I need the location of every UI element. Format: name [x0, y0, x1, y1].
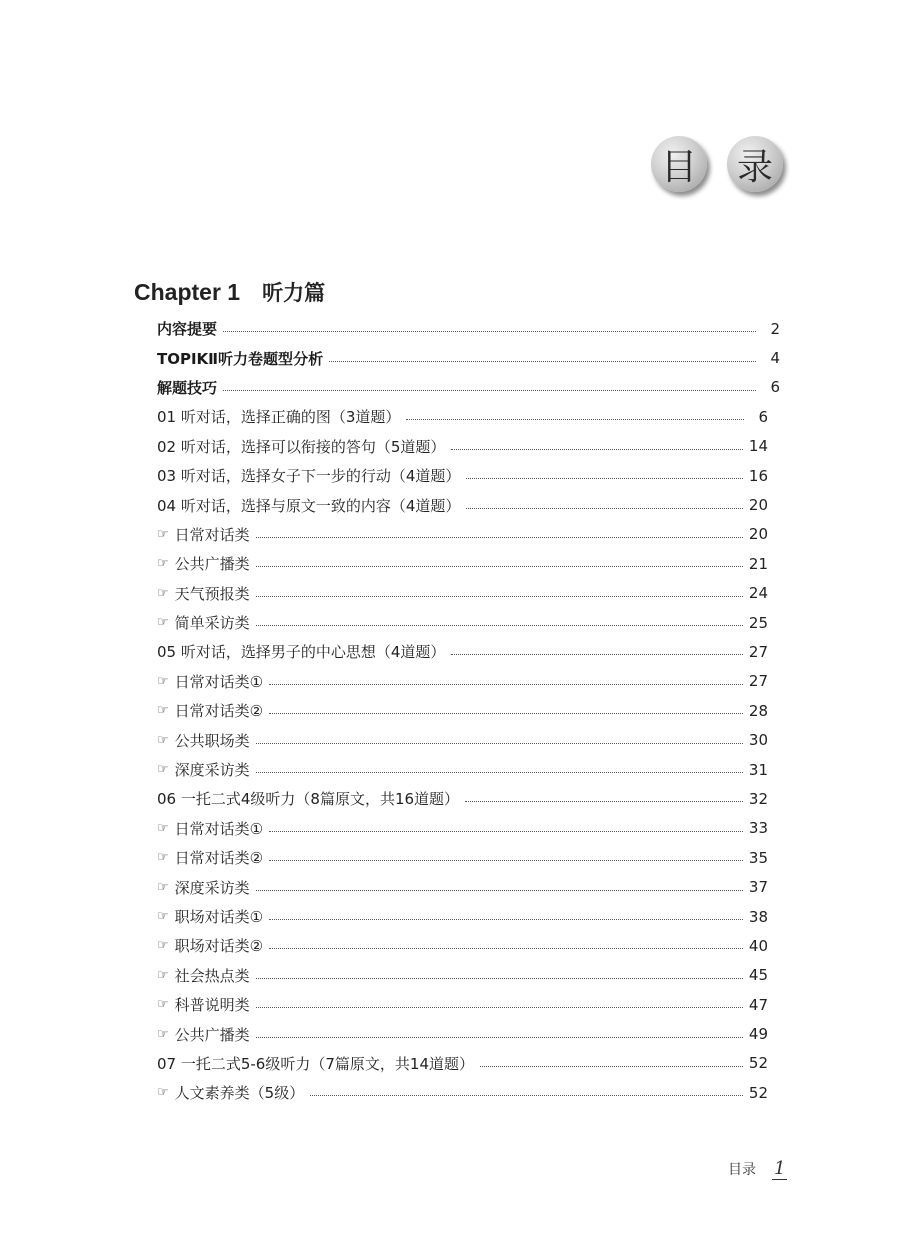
toc-entry-label: 简单采访类: [174, 614, 250, 633]
pointing-hand-icon: ☞: [157, 879, 169, 895]
toc-entry-label: 01 听对话，选择正确的图（3道题）: [157, 408, 401, 427]
toc-entry-label: 日常对话类②: [174, 702, 264, 721]
pointing-hand-icon: ☞: [157, 526, 169, 542]
toc-entry[interactable]: [157, 902, 780, 931]
toc-entry[interactable]: [157, 608, 780, 637]
dot-leader: [466, 508, 743, 509]
toc-entry-label: 公共广播类: [174, 1025, 250, 1044]
toc-entry-page: 38: [748, 907, 768, 926]
pointing-hand-icon: ☞: [157, 1085, 169, 1101]
toc-entry-page: 33: [748, 819, 768, 838]
toc-entry-page: 37: [748, 878, 768, 897]
pointing-hand-icon: ☞: [157, 997, 169, 1013]
toc-entry[interactable]: [157, 549, 780, 578]
toc-entry[interactable]: [157, 814, 780, 843]
toc-entry-label: 深度采访类: [174, 878, 250, 897]
pointing-hand-icon: ☞: [157, 820, 169, 836]
toc-entry[interactable]: [157, 755, 780, 784]
toc-entry[interactable]: [157, 432, 780, 461]
toc-entry[interactable]: [157, 1019, 780, 1048]
toc-entry-label: 日常对话类②: [174, 849, 264, 868]
dot-leader: [269, 684, 743, 685]
dot-leader: [465, 801, 743, 802]
chapter-heading: [134, 277, 325, 307]
toc-entry-label: 05 听对话，选择男子的中心思想（4道题）: [157, 643, 446, 662]
dot-leader: [269, 713, 743, 714]
dot-leader: [406, 419, 744, 420]
toc-entry-page: 28: [748, 701, 768, 720]
page-title: [651, 136, 783, 192]
dot-leader: [256, 1037, 743, 1038]
toc-entry-page: 32: [748, 789, 768, 808]
dot-leader: [329, 361, 756, 362]
toc-entry-label: 人文素养类（5级）: [174, 1084, 305, 1103]
toc-entry-label: 深度采访类: [174, 761, 250, 780]
toc-entry-page: 20: [748, 496, 768, 515]
toc-entry-label: 天气预报类: [174, 584, 250, 603]
toc-entry-label: 社会热点类: [174, 966, 250, 985]
toc-entry[interactable]: [157, 343, 780, 372]
toc-entry-page: 52: [748, 1054, 768, 1073]
pointing-hand-icon: ☞: [157, 615, 169, 631]
toc-entry-page: 27: [748, 672, 768, 691]
pointing-hand-icon: ☞: [157, 850, 169, 866]
pointing-hand-icon: ☞: [157, 909, 169, 924]
toc-entry[interactable]: [157, 725, 780, 754]
pointing-hand-icon: ☞: [157, 732, 169, 748]
dot-leader: [256, 743, 743, 744]
toc-entry-page: 40: [748, 936, 768, 955]
dot-leader: [256, 566, 743, 567]
toc-entry-page: 47: [748, 995, 768, 1014]
toc-entry-label: 02 听对话，选择可以衔接的答句（5道题）: [157, 437, 446, 456]
chapter-number: Chapter 1: [134, 279, 241, 305]
toc-entry[interactable]: [157, 1049, 780, 1078]
toc-entry[interactable]: [157, 990, 780, 1019]
pointing-hand-icon: ☞: [157, 556, 169, 572]
toc-entry-label: 职场对话类①: [174, 908, 264, 926]
toc-entry[interactable]: [157, 961, 780, 990]
toc-entry-page: 27: [748, 642, 768, 661]
toc-entry-page: 24: [748, 584, 768, 603]
pointing-hand-icon: ☞: [157, 585, 169, 601]
toc-entry-label: 04 听对话，选择与原文一致的内容（4道题）: [157, 496, 461, 515]
toc-entry-label: 解题技巧: [157, 378, 218, 397]
toc-entry-page: 35: [748, 848, 768, 867]
dot-leader: [256, 1007, 743, 1008]
toc-entry-page: 30: [748, 731, 768, 750]
table-of-contents: [157, 314, 780, 1108]
toc-entry-label: 公共广播类: [174, 555, 250, 574]
pointing-hand-icon: ☞: [157, 703, 169, 719]
toc-entry[interactable]: [157, 931, 780, 960]
dot-leader: [223, 331, 756, 332]
pointing-hand-icon: ☞: [157, 1026, 169, 1042]
dot-leader: [269, 860, 743, 861]
dot-leader: [223, 390, 756, 391]
dot-leader: [256, 772, 743, 773]
pointing-hand-icon: ☞: [157, 967, 169, 983]
page-footer: [728, 1158, 787, 1179]
toc-entry-label: 内容提要: [157, 320, 218, 339]
toc-entry-page: 45: [748, 966, 768, 985]
toc-entry-page: 52: [748, 1083, 768, 1102]
toc-entry-label: 日常对话类: [174, 525, 250, 544]
pointing-hand-icon: ☞: [157, 673, 169, 689]
toc-entry[interactable]: [157, 520, 780, 549]
pointing-hand-icon: ☞: [157, 938, 169, 954]
toc-entry[interactable]: [157, 402, 780, 431]
dot-leader: [256, 890, 743, 891]
dot-leader: [256, 978, 743, 979]
toc-entry[interactable]: [157, 490, 780, 519]
toc-entry-label: 职场对话类②: [174, 937, 264, 956]
toc-entry[interactable]: [157, 784, 780, 813]
chapter-title: 听力篇: [262, 281, 326, 305]
toc-entry-label: 03 听对话，选择女子下一步的行动（4道题）: [157, 467, 461, 486]
toc-entry[interactable]: [157, 843, 780, 872]
dot-leader: [451, 654, 743, 655]
toc-entry-page: 16: [748, 466, 768, 485]
toc-entry-page: 20: [748, 525, 768, 544]
title-char-1: 目: [651, 136, 707, 192]
footer-page-number: 1: [774, 1158, 786, 1179]
dot-leader: [310, 1095, 743, 1096]
toc-entry[interactable]: [157, 373, 780, 402]
dot-leader: [256, 596, 743, 597]
toc-entry[interactable]: [157, 696, 780, 725]
toc-entry-page: 14: [748, 437, 768, 456]
toc-entry-page: 21: [748, 554, 768, 573]
toc-entry-page: 6: [758, 407, 768, 426]
toc-entry-page: 4: [770, 349, 780, 368]
toc-entry-label: 日常对话类①: [174, 819, 264, 838]
toc-entry-page: 2: [770, 319, 780, 338]
toc-entry-page: 6: [770, 378, 780, 397]
footer-label: 目录: [728, 1162, 756, 1178]
toc-entry-page: 31: [748, 760, 768, 779]
dot-leader: [451, 449, 743, 450]
toc-entry-page: 49: [748, 1025, 768, 1044]
toc-entry-page: 25: [748, 613, 768, 632]
toc-entry[interactable]: [157, 314, 780, 343]
toc-entry-label: 日常对话类①: [174, 672, 264, 691]
toc-entry-label: TOPIKⅡ听力卷题型分析: [157, 349, 324, 368]
toc-entry-label: 07 一托二式5-6级听力（7篇原文，共14道题）: [157, 1054, 474, 1073]
toc-entry[interactable]: [157, 667, 780, 696]
toc-entry[interactable]: [157, 637, 780, 666]
dot-leader: [256, 537, 743, 538]
dot-leader: [269, 919, 743, 920]
toc-entry[interactable]: [157, 1078, 780, 1107]
toc-entry-label: 06 一托二式4级听力（8篇原文，共16道题）: [157, 790, 460, 809]
title-char-2: 录: [727, 136, 783, 192]
toc-entry[interactable]: [157, 872, 780, 901]
dot-leader: [480, 1066, 743, 1067]
toc-entry[interactable]: [157, 579, 780, 608]
dot-leader: [256, 625, 743, 626]
dot-leader: [269, 831, 743, 832]
pointing-hand-icon: ☞: [157, 762, 169, 778]
dot-leader: [466, 478, 743, 479]
dot-leader: [269, 948, 743, 949]
toc-entry-label: 公共职场类: [174, 731, 250, 750]
toc-entry-label: 科普说明类: [174, 996, 250, 1015]
toc-entry[interactable]: [157, 461, 780, 490]
